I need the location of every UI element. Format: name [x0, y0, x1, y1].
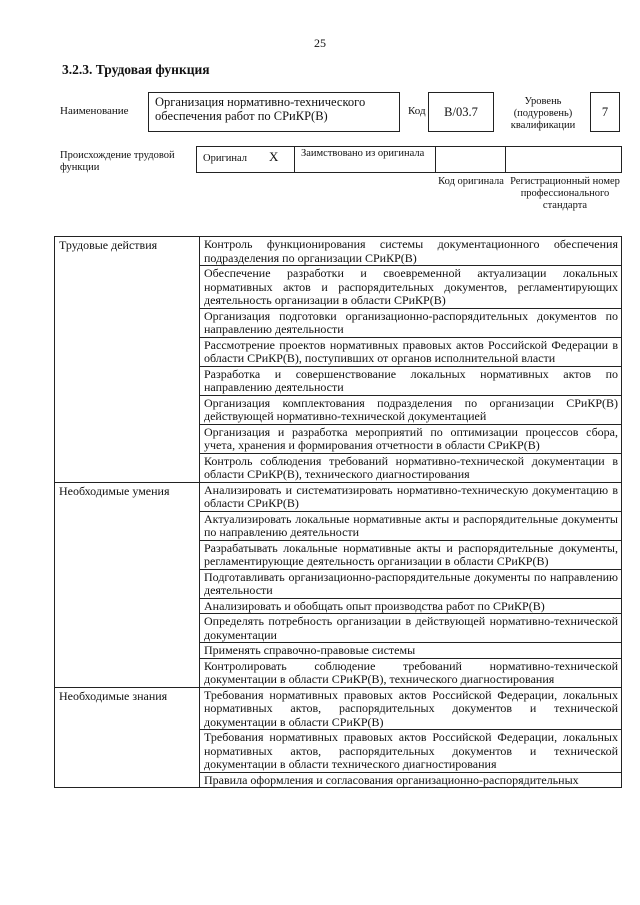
table-cell: Организация и разработка мероприятий по оптимизации процессов сбора, учета, хранения и формирования отчетности в области СРиКР(В) [200, 424, 622, 453]
table-cell: Требования нормативных правовых актов Российской Федерации, локальных нормативных актов, распорядительных документов и технической документации в области технического диагностирования [200, 730, 622, 773]
table-cell: Правила оформления и согласования организационно-распорядительных [200, 772, 622, 788]
reg-number-caption: Регистрационный номер профессионального стандарта [510, 176, 620, 211]
name-value: Организация нормативно-технического обеспечения работ по СРиКР(В) [148, 92, 400, 132]
origin-label: Происхождение трудовой функции [60, 150, 175, 173]
level-value: 7 [590, 92, 620, 132]
table-cell: Анализировать и систематизировать нормативно-техническую документацию в области СРиКР(В) [200, 482, 622, 511]
table-cell: Требования нормативных правовых актов Российской Федерации, локальных нормативных актов, распорядительных документов и технической документации в области СРиКР(В) [200, 687, 622, 730]
table-cell: Применять справочно-правовые системы [200, 643, 622, 659]
section-label: Трудовые действия [55, 237, 200, 483]
name-label: Наименование [60, 105, 129, 117]
labor-function-table [54, 236, 622, 788]
table-cell: Обеспечение разработки и своевременной актуализации локальных нормативных актов и распорядительных документов, регламентирующих деятельность организации в области СРиКР(В) [200, 266, 622, 309]
page-number: 25 [314, 36, 326, 50]
table-cell: Организация подготовки организационно-распорядительных документов по направлению деятельности [200, 308, 622, 337]
section-label: Необходимые знания [55, 687, 200, 788]
table-row [55, 687, 622, 730]
origin-table [196, 146, 622, 173]
table-cell: Анализировать и обобщать опыт производства работ по СРиКР(В) [200, 598, 622, 614]
table-row [55, 237, 622, 266]
code-value: В/03.7 [428, 92, 494, 132]
level-label: Уровень (подуровень) квалификации [510, 96, 576, 131]
table-cell: Актуализировать локальные нормативные акты и распорядительные документы по направлению деятельности [200, 511, 622, 540]
table-row [55, 482, 622, 511]
table-cell: Разрабатывать локальные нормативные акты и распорядительные документы, регламентирующие деятельность организации в области СРиКР(В) [200, 540, 622, 569]
table-cell: Определять потребность организации в действующей нормативно-технической документации [200, 614, 622, 643]
table-cell: Подготавливать организационно-распорядительные документы по направлению деятельности [200, 569, 622, 598]
table-cell: Контролировать соблюдение требований нормативно-технической документации в области СРиКР(В), технического диагностирования [200, 658, 622, 687]
section-label: Необходимые умения [55, 482, 200, 687]
table-cell: Разработка и совершенствование локальных нормативных актов по направлению деятельности [200, 366, 622, 395]
code-label: Код [408, 105, 426, 117]
original-label: Оригинал [203, 153, 247, 164]
borrowed-label: Заимствовано из оригинала [301, 148, 425, 159]
table-cell: Организация комплектования подразделения по организации СРиКР(В) действующей нормативно-технической документацией [200, 395, 622, 424]
original-mark: Х [269, 149, 279, 164]
table-cell: Контроль соблюдения требований нормативно-технической документации в области СРиКР(В), технического диагностирования [200, 453, 622, 482]
table-cell: Рассмотрение проектов нормативных правовых актов Российской Федерации в области СРиКР(В), поступивших от органов исполнительной власти [200, 337, 622, 366]
table-cell: Контроль функционирования системы документационного обеспечения подразделения по организации СРиКР(В) [200, 237, 622, 266]
section-title: 3.2.3. Трудовая функция [62, 62, 210, 77]
origin-code-caption: Код оригинала [438, 176, 504, 187]
